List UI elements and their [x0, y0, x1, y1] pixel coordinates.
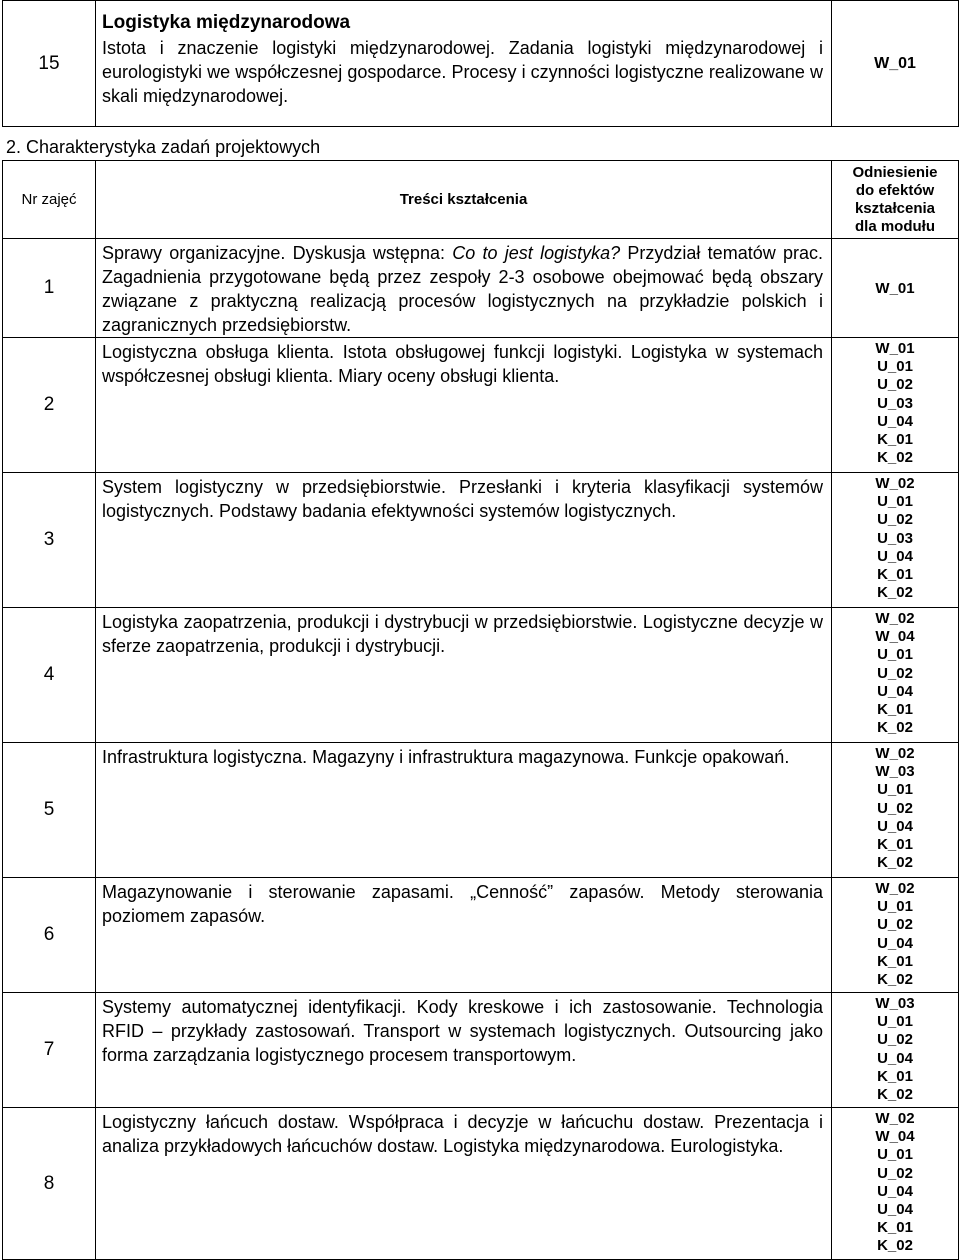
effect-code: U_04	[877, 817, 913, 835]
effect-code: K_02	[877, 1237, 913, 1255]
table-row	[3, 239, 959, 338]
row-codes	[832, 473, 959, 608]
effect-code: U_01	[877, 898, 913, 916]
table-row	[3, 878, 959, 993]
row-number: 5	[3, 743, 96, 878]
effect-code: U_02	[877, 664, 913, 682]
effect-code: U_02	[877, 916, 913, 934]
row-text: System logistyczny w przedsiębiorstwie. Przesłanki i kryteria klasyfikacji systemów logistycznych. Podstawy badania efektywności systemów logistycznych.	[102, 477, 823, 521]
row-content	[96, 1108, 832, 1260]
effect-code: K_01	[877, 701, 913, 719]
effect-code: U_04	[877, 412, 913, 430]
project-tasks-table	[2, 160, 959, 1260]
row-number: 7	[3, 993, 96, 1108]
row-codes	[832, 239, 959, 338]
effect-code: K_02	[877, 971, 913, 989]
row-text: Logistyka zaopatrzenia, produkcji i dystrybucji w przedsiębiorstwie. Logistyczne decyzje w sferze zaopatrzenia, produkcji i dystrybucji.	[102, 612, 823, 656]
row-codes	[832, 1108, 959, 1260]
row-text: Infrastruktura logistyczna. Magazyny i infrastruktura magazynowa. Funkcje opakowań.	[102, 747, 790, 767]
effect-code: U_02	[877, 1031, 913, 1049]
row-number: 8	[3, 1108, 96, 1260]
effect-code: U_04	[877, 1201, 913, 1219]
row-text: Logistyczna obsługa klienta. Istota obsługowej funkcji logistyki. Logistyka w systemach współczesnej obsługi klienta. Miary oceny obsługi klienta.	[102, 342, 823, 386]
effect-code: W_02	[875, 610, 915, 627]
module-cell	[96, 1, 832, 127]
effect-code: W_02	[875, 475, 915, 492]
row-content	[96, 608, 832, 743]
row-codes	[832, 743, 959, 878]
effect-code: U_01	[877, 646, 913, 664]
effect-code: U_02	[877, 511, 913, 529]
module-description: Istota i znaczenie logistyki międzynarodowej. Zadania logistyki międzynarodowej i eurologistyki we współczesnej gospodarce. Procesy i czynności logistyczne realizowane w skali międzynarodowej.	[102, 38, 823, 106]
header-reference-line: do efektów	[855, 181, 935, 199]
effect-code: U_01	[877, 493, 913, 511]
effect-code: W_02	[875, 745, 915, 762]
effect-code: U_04	[877, 934, 913, 952]
effect-code: W_01	[875, 340, 915, 357]
effect-code: K_02	[877, 854, 913, 872]
header-reference-line: dla modułu	[855, 217, 935, 235]
row-codes	[832, 878, 959, 993]
effect-code: U_01	[877, 358, 913, 376]
effect-code: W_02	[875, 880, 915, 897]
effect-code: U_04	[877, 547, 913, 565]
effect-code: U_02	[877, 799, 913, 817]
effect-code: U_03	[877, 394, 913, 412]
row-codes	[832, 993, 959, 1108]
row-number: 15	[3, 1, 96, 127]
effect-code: W_03	[875, 763, 915, 781]
effect-code: K_01	[877, 836, 913, 854]
row-text-part: Sprawy organizacyjne. Dyskusja wstępna:	[102, 243, 453, 263]
effect-code: W_03	[875, 995, 915, 1012]
row-number: 6	[3, 878, 96, 993]
row-number: 2	[3, 338, 96, 473]
effect-code: K_01	[877, 1067, 913, 1085]
row-content	[96, 239, 832, 338]
effect-code: U_01	[877, 1146, 913, 1164]
row-codes	[832, 338, 959, 473]
effect-code: W_02	[875, 1110, 915, 1127]
row-number: 1	[3, 239, 96, 338]
header-content: Treści kształcenia	[96, 161, 832, 239]
row-text-italic: Co to jest logistyka?	[452, 243, 621, 263]
effect-code: U_04	[877, 1049, 913, 1067]
effect-code: W_04	[875, 628, 915, 646]
effect-code: K_01	[877, 566, 913, 584]
row-content	[96, 993, 832, 1108]
header-reference-line: Odniesienie	[852, 163, 938, 181]
effect-code: K_02	[877, 584, 913, 602]
row-content	[96, 338, 832, 473]
effect-code: U_02	[877, 1164, 913, 1182]
row-number: 3	[3, 473, 96, 608]
table-row	[3, 338, 959, 473]
row-content	[96, 878, 832, 993]
header-reference	[832, 161, 959, 239]
previous-section-table	[2, 0, 959, 127]
table-row	[3, 608, 959, 743]
effect-code: U_03	[877, 529, 913, 547]
row-text-part: Przydział tematów prac. Zagadnienia przygotowane będą przez zespoły 2-3 osobowe obejmować będą obszary związane z praktyczną realizacją procesów logistycznych na przykładzie polskich i zagranicznych przedsiębiorstw.	[102, 243, 823, 335]
effect-code: W_01	[875, 279, 915, 297]
table-row	[3, 473, 959, 608]
effect-code: U_01	[877, 781, 913, 799]
module-effect-code: W_01	[832, 1, 959, 127]
effect-code: K_02	[877, 449, 913, 467]
row-content	[96, 743, 832, 878]
section-heading: 2. Charakterystyka zadań projektowych	[6, 137, 321, 157]
row-content	[96, 473, 832, 608]
row-text: Systemy automatycznej identyfikacji. Kody kreskowe i ich zastosowanie. Technologia RFID – przykłady zastosowań. Transport w systemach logistycznych. Outsourcing jako forma zarządzania logistycznego procesem transportowym.	[102, 997, 823, 1065]
row-number: 4	[3, 608, 96, 743]
effect-code: U_02	[877, 376, 913, 394]
header-reference-line: kształcenia	[854, 199, 936, 217]
effect-code: K_01	[877, 952, 913, 970]
effect-code: K_01	[877, 431, 913, 449]
effect-code: U_04	[877, 682, 913, 700]
effect-code: K_02	[877, 719, 913, 737]
row-codes	[832, 608, 959, 743]
effect-code: U_04	[877, 1182, 913, 1200]
table-row	[3, 993, 959, 1108]
table-header-row	[3, 161, 959, 239]
row-text	[102, 241, 823, 337]
table-row	[3, 1, 959, 127]
module-title: Logistyka międzynarodowa	[102, 12, 351, 33]
effect-code: K_01	[877, 1219, 913, 1237]
effect-code: U_01	[877, 1013, 913, 1031]
table-row	[3, 743, 959, 878]
effect-code: W_04	[875, 1128, 915, 1146]
header-nr: Nr zajęć	[3, 161, 96, 239]
effect-code: K_02	[877, 1086, 913, 1104]
table-row	[3, 1108, 959, 1260]
row-text: Logistyczny łańcuch dostaw. Współpraca i decyzje w łańcuchu dostaw. Prezentacja i analiza przykładowych łańcuchów dostaw. Logistyka międzynarodowa. Eurologistyka.	[102, 1112, 823, 1156]
row-text: Magazynowanie i sterowanie zapasami. „Cenność” zapasów. Metody sterowania poziomem zapasów.	[102, 882, 823, 926]
